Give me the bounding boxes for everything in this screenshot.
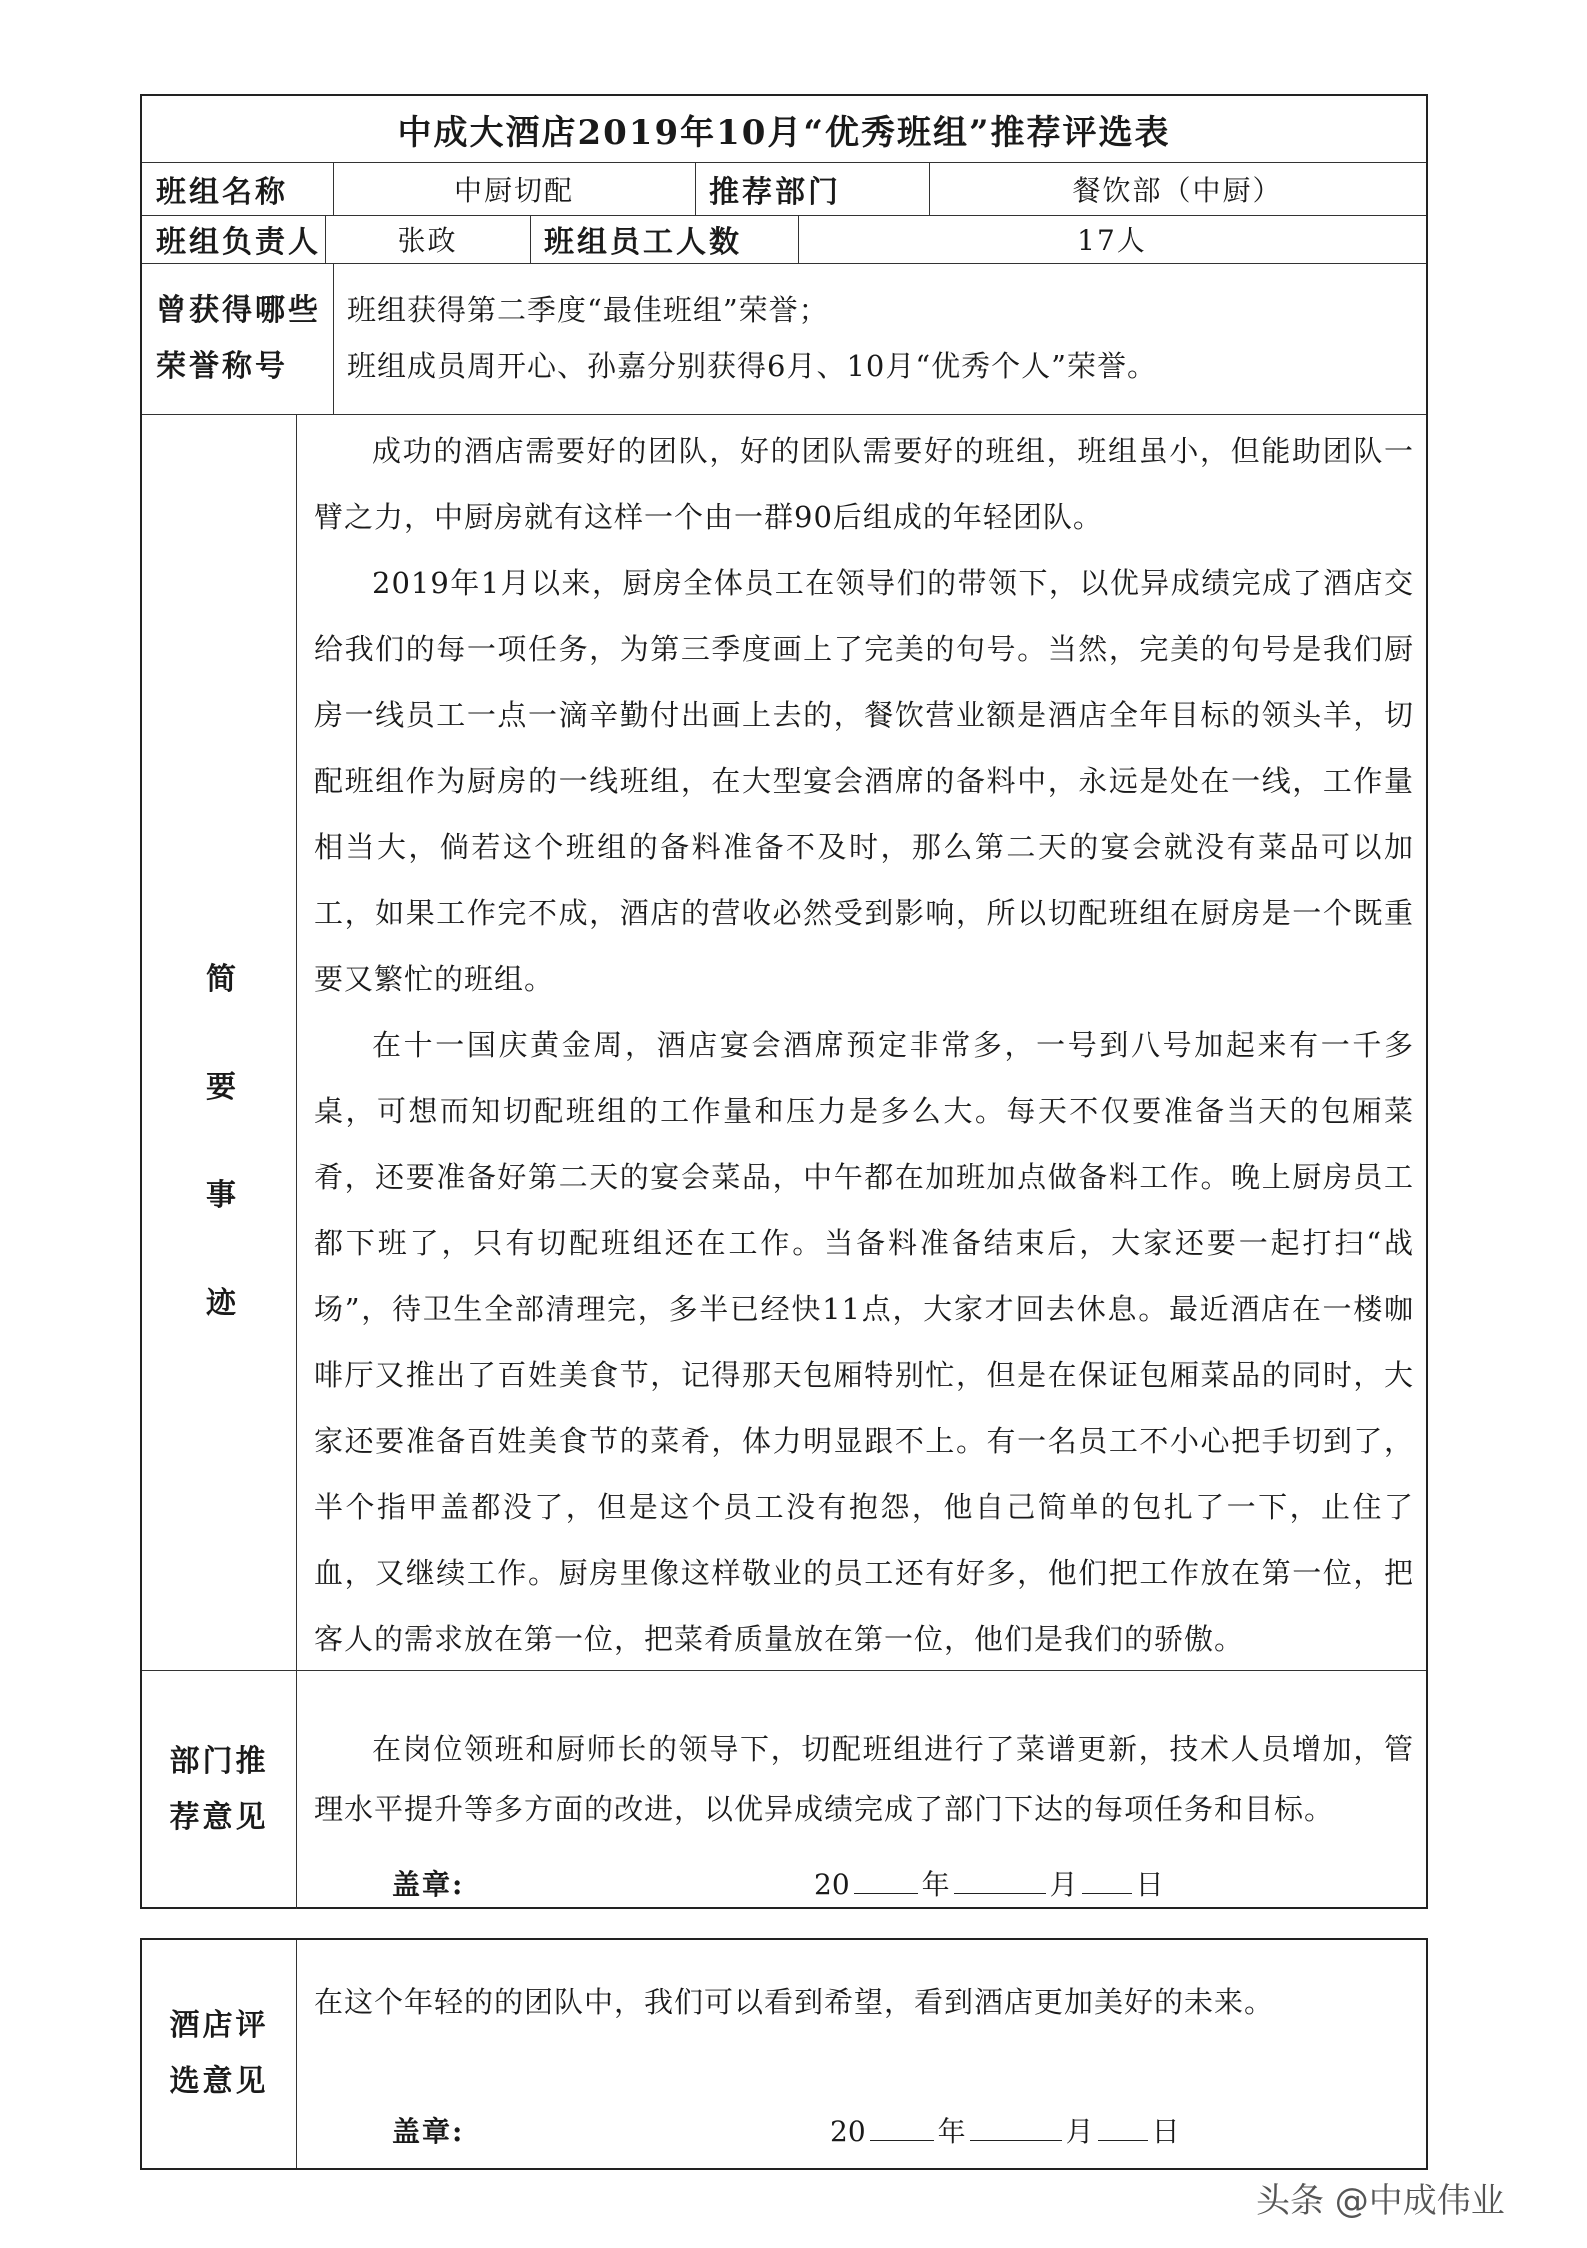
team-name-label: 班组名称 [156, 174, 288, 210]
hotel-stamp-label: 盖章: [392, 2115, 465, 2148]
month-blank [970, 2116, 1062, 2141]
dept-date [814, 1863, 1164, 1903]
watermark: 头条 @中成伟业 [1256, 2181, 1505, 2221]
row-divider [142, 414, 1426, 415]
hotel-opinion-label [142, 1940, 296, 2168]
leader-value: 张政 [397, 224, 458, 257]
dept-opinion-label-line: 荐意见 [169, 1799, 269, 1835]
dept-opinion-content [314, 1719, 1414, 1839]
row-divider [142, 263, 1426, 264]
hotel-opinion-table [140, 1938, 1428, 2170]
dept-value: 餐饮部（中厨） [1072, 173, 1283, 207]
honors-label-line: 荣誉称号 [156, 348, 288, 384]
year-blank [870, 2116, 934, 2141]
year-label: 年 [937, 2115, 966, 2148]
hotel-date [830, 2110, 1180, 2150]
leader-label: 班组负责人 [156, 225, 321, 260]
evaluation-form-table [140, 94, 1428, 1909]
deeds-label-char: 简 [206, 962, 236, 997]
year-blank [854, 1869, 918, 1894]
dept-opinion-label [142, 1670, 296, 1909]
dept-opinion-text: 在岗位领班和厨师长的领导下，切配班组进行了菜谱更新，技术人员增加，管理水平提升等多方面的改进，以优异成绩完成了部门下达的每项任务和目标。 [314, 1732, 1414, 1826]
day-label: 日 [1135, 1868, 1164, 1901]
deeds-label-char: 迹 [206, 1286, 236, 1321]
deeds-label-char: 事 [206, 1178, 236, 1213]
honors-label-line: 曾获得哪些 [156, 292, 321, 328]
hotel-opinion-label-line: 酒店评 [169, 2008, 269, 2043]
staff-count-label: 班组员工人数 [544, 225, 742, 260]
deeds-label-char: 要 [206, 1070, 236, 1105]
month-label: 月 [1049, 1868, 1078, 1901]
form-title: 中成大酒店2019年10月“优秀班组”推荐评选表 [397, 112, 1171, 153]
honors-label [142, 263, 333, 414]
staff-count-value: 17人 [1077, 224, 1147, 257]
day-blank [1098, 2116, 1148, 2141]
year-label: 年 [921, 1868, 950, 1901]
date-prefix: 20 [814, 1868, 850, 1901]
dept-label: 推荐部门 [709, 174, 841, 210]
day-blank [1082, 1869, 1132, 1894]
hotel-opinion-label-line: 选意见 [169, 2064, 269, 2099]
col-divider [296, 414, 297, 1909]
honor-line: 班组成员周开心、孙嘉分别获得6月、10月“优秀个人”荣誉。 [347, 349, 1158, 383]
honors-content [347, 282, 1417, 394]
col-divider [296, 1940, 297, 2168]
dept-stamp-label: 盖章: [392, 1868, 465, 1901]
dept-opinion-label-line: 部门推 [169, 1743, 269, 1779]
col-divider [333, 263, 334, 414]
team-name-value: 中厨切配 [453, 173, 574, 207]
month-blank [954, 1869, 1046, 1894]
honor-line: 班组获得第二季度“最佳班组”荣誉； [347, 293, 829, 327]
deeds-content [314, 418, 1414, 1672]
day-label: 日 [1151, 2115, 1180, 2148]
month-label: 月 [1065, 2115, 1094, 2148]
deeds-paragraph: 2019年1月以来，厨房全体员工在领导们的带领下，以优异成绩完成了酒店交给我们的每一项任务，为第三季度画上了完美的句号。当然，完美的句号是我们厨房一线员工一点一滴辛勤付出画上去的，餐饮营业额是酒店全年目标的领头羊，切配班组作为厨房的一线班组，在大型宴会酒席的备料中，永远是处在一线，工作量相当大，倘若这个班组的备料准备不及时，那么第二天的宴会就没有菜品可以加工，如果工作完不成，酒店的营收必然受到影响，所以切配班组在厨房是一个既重要又繁忙的班组。 [314, 566, 1414, 996]
hotel-opinion-text: 在这个年轻的的团队中，我们可以看到希望，看到酒店更加美好的未来。 [314, 1985, 1275, 2019]
deeds-paragraph: 在十一国庆黄金周，酒店宴会酒席预定非常多，一号到八号加起来有一千多桌，可想而知切配班组的工作量和压力是多么大。每天不仅要准备当天的包厢菜肴，还要准备好第二天的宴会菜品，中午都在加班加点做备料工作。晚上厨房员工都下班了，只有切配班组还在工作。当备料准备结束后，大家还要一起打扫“战场”，待卫生全部清理完，多半已经快11点，大家才回去休息。最近酒店在一楼咖啡厅又推出了百姓美食节，记得那天包厢特别忙，但是在保证包厢菜品的同时，大家还要准备百姓美食节的菜肴，体力明显跟不上。有一名员工不小心把手切到了，半个指甲盖都没了，但是这个员工没有抱怨，他自己简单的包扎了一下，止住了血，又继续工作。厨房里像这样敬业的员工还有好多，他们把工作放在第一位，把客人的需求放在第一位，把菜肴质量放在第一位，他们是我们的骄傲。 [314, 1028, 1414, 1656]
deeds-paragraph: 成功的酒店需要好的团队，好的团队需要好的班组，班组虽小，但能助团队一臂之力，中厨房就有这样一个由一群90后组成的年轻团队。 [314, 434, 1414, 534]
date-prefix: 20 [830, 2115, 866, 2148]
